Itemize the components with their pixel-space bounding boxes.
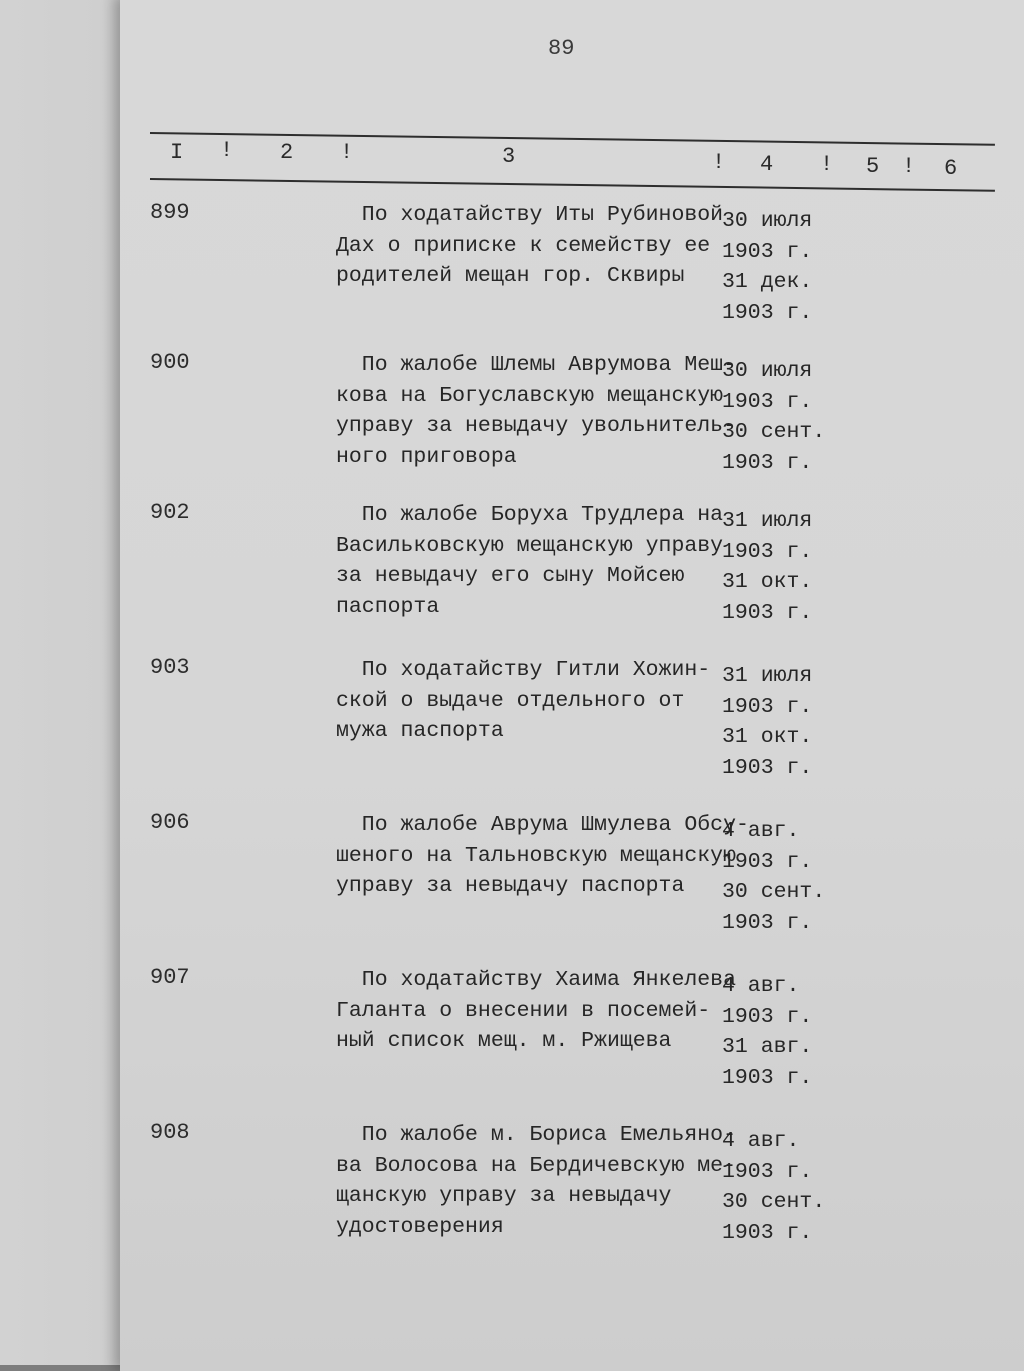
description-line: ской о выдаче отдельного от — [336, 688, 685, 713]
date-end: 31 окт. — [722, 570, 813, 594]
date-start-year: 1903 г. — [722, 1159, 813, 1184]
header-col-2: 2 — [280, 140, 294, 165]
header-separator: ! — [340, 140, 354, 165]
date-start: 30 июля — [722, 359, 813, 383]
description-line: ный список мещ. м. Ржищева — [336, 1029, 672, 1053]
entry-description — [336, 200, 726, 292]
date-start-year: 1903 г. — [722, 539, 813, 564]
description-line: родителей мещан гор. Сквиры — [336, 264, 685, 288]
date-start-year: 1903 г. — [722, 389, 813, 414]
description-line: ного приговора — [336, 444, 517, 469]
entry-description — [336, 655, 726, 747]
date-start: 30 июля — [722, 209, 813, 233]
date-start: 31 июля — [722, 664, 813, 688]
entry-description — [336, 350, 736, 472]
date-end-year: 1903 г. — [722, 910, 813, 935]
description-line: По жалобе м. Бориса Емельяно- — [336, 1123, 736, 1147]
date-end-year: 1903 г. — [722, 755, 813, 780]
date-start-year: 1903 г. — [722, 239, 813, 264]
header-col-4: 4 — [760, 152, 774, 177]
date-start-year: 1903 г. — [722, 849, 813, 874]
date-end: 31 дек. — [722, 270, 813, 294]
date-end: 31 окт. — [722, 725, 813, 749]
date-start: 4 авг. — [722, 1129, 800, 1153]
description-line: шеного на Тальновскую мещанскую — [336, 843, 736, 868]
date-end: 30 сент. — [722, 880, 826, 904]
date-end: 31 авг. — [722, 1035, 813, 1059]
description-line: По ходатайству Гитли Хожин- — [336, 658, 711, 682]
entry-number: 907 — [150, 965, 190, 990]
header-col-3: 3 — [502, 144, 516, 169]
header-col-1: I — [170, 140, 184, 165]
date-start-year: 1903 г. — [722, 1004, 813, 1029]
entry-number: 908 — [150, 1120, 190, 1145]
date-start: 4 авг. — [722, 974, 800, 998]
entry-description — [336, 810, 749, 902]
entry-dates — [722, 206, 812, 328]
description-line: По жалобе Аврума Шмулева Обсу- — [336, 813, 749, 837]
header-separator: ! — [820, 152, 834, 177]
entry-description — [336, 965, 736, 1057]
header-separator: ! — [902, 154, 916, 179]
header-separator: ! — [220, 138, 234, 163]
date-end-year: 1903 г. — [722, 1065, 813, 1090]
entry-number: 899 — [150, 200, 190, 225]
description-line: щанскую управу за невыдачу — [336, 1184, 672, 1208]
date-end-year: 1903 г. — [722, 1220, 813, 1245]
description-line: Галанта о внесении в посемей- — [336, 998, 711, 1023]
description-line: управу за невыдачу паспорта — [336, 874, 685, 898]
description-line: По ходатайству Иты Рубиновой — [336, 203, 724, 227]
description-line: удостоверения — [336, 1214, 504, 1239]
entry-dates — [722, 356, 825, 478]
description-line: паспорта — [336, 594, 440, 619]
entry-dates — [722, 661, 812, 783]
page-number: 89 — [548, 36, 575, 61]
entry-number: 902 — [150, 500, 190, 525]
description-line: ва Волосова на Бердичевскую ме- — [336, 1153, 736, 1178]
date-end: 30 сент. — [722, 420, 826, 444]
entry-dates — [722, 816, 825, 938]
date-end-year: 1903 г. — [722, 450, 813, 475]
date-start: 4 авг. — [722, 819, 800, 843]
description-line: Васильковскую мещанскую управу — [336, 533, 724, 558]
entry-dates — [722, 1126, 825, 1248]
description-line: Дах о приписке к семейству ее — [336, 233, 711, 258]
header-col-6: 6 — [944, 156, 958, 181]
entry-description — [336, 500, 726, 622]
description-line: мужа паспорта — [336, 719, 504, 743]
date-end: 30 сент. — [722, 1190, 826, 1214]
date-end-year: 1903 г. — [722, 300, 813, 325]
date-start: 31 июля — [722, 509, 813, 533]
entry-dates — [722, 506, 812, 628]
entry-number: 906 — [150, 810, 190, 835]
date-end-year: 1903 г. — [722, 600, 813, 625]
description-line: за невыдачу его сыну Мойсею — [336, 564, 685, 588]
header-col-5: 5 — [866, 154, 880, 179]
entry-dates — [722, 971, 812, 1093]
entry-description — [336, 1120, 736, 1242]
header-separator: ! — [712, 150, 726, 175]
description-line: По жалобе Боруха Трудлера на — [336, 503, 724, 527]
description-line: По ходатайству Хаима Янкелева — [336, 968, 736, 992]
entry-number: 903 — [150, 655, 190, 680]
description-line: управу за невыдачу увольнитель- — [336, 414, 736, 438]
description-line: По жалобе Шлемы Аврумова Меш- — [336, 353, 736, 377]
entry-number: 900 — [150, 350, 190, 375]
date-start-year: 1903 г. — [722, 694, 813, 719]
description-line: кова на Богуславскую мещанскую — [336, 383, 724, 408]
